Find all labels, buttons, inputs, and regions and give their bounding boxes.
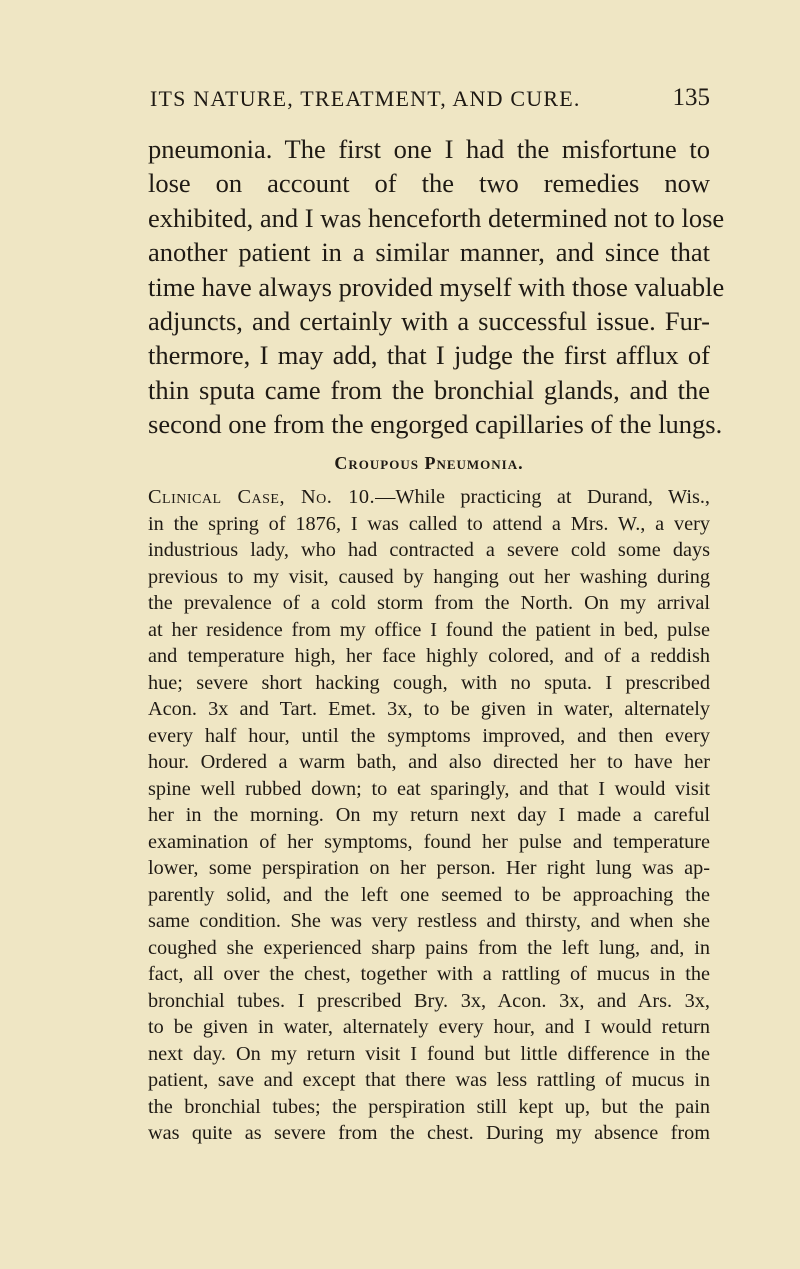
text-line: patient, save and except that there was less rattling of mucus in <box>148 1069 710 1091</box>
text-line: and temperature high, her face highly colored, and of a reddish <box>148 645 710 667</box>
text-line: second one from the engorged capillaries of the lungs. <box>148 409 723 440</box>
text-line: every half hour, until the symptoms improved, and then every <box>148 724 710 747</box>
text-line: same condition. She was very restless and thirsty, and when she <box>148 910 710 932</box>
running-head-title: ITS NATURE, TREATMENT, AND CURE. <box>150 86 581 111</box>
case-label: Clinical Case, No. 10. <box>148 486 376 508</box>
text-line: hour. Ordered a warm bath, and also directed her to have her <box>148 751 710 773</box>
text-line: lower, some perspiration on her person. Her right lung was ap- <box>148 857 710 879</box>
text-line: fact, all over the chest, together with a rattling of mucus in the <box>148 963 710 985</box>
text-line: another patient in a similar manner, and since that <box>148 237 710 268</box>
text-line: thin sputa came from the bronchial glands, and the <box>148 374 710 405</box>
text-line: exhibited, and I was henceforth determined not to lose <box>148 202 725 233</box>
text-line: her in the morning. On my return next day I made a careful <box>148 804 710 826</box>
text-line: time have always provided myself with those valuable <box>148 271 725 302</box>
text-line: previous to my visit, caused by hanging out her washing during <box>148 565 710 588</box>
text-line: the prevalence of a cold storm from the North. On my arrival <box>148 592 710 614</box>
text-line: Acon. 3x and Tart. Emet. 3x, to be given in water, alternately <box>148 698 710 720</box>
intro-paragraph <box>148 132 725 442</box>
text-line: was quite as severe from the chest. During my absence from <box>148 1122 710 1144</box>
case-first-line-text: —While practicing at Durand, Wis., <box>375 486 711 508</box>
section-heading: Croupous Pneumonia. <box>334 453 524 473</box>
text-line: thermore, I may add, that I judge the first afflux of <box>148 340 710 371</box>
page-number: 135 <box>672 84 710 111</box>
text-line: lose on account of the two remedies now <box>148 168 710 199</box>
text-line: to be given in water, alternately every hour, and I would return <box>148 1016 710 1038</box>
clinical-case-paragraph <box>148 484 710 1147</box>
text-line: parently solid, and the left one seemed to be approaching the <box>148 883 710 906</box>
text-line: pneumonia. The first one I had the misfortune to <box>148 134 710 164</box>
text-line: bronchial tubes. I prescribed Bry. 3x, Acon. 3x, and Ars. 3x, <box>148 989 710 1012</box>
text-line: examination of her symptoms, found her pulse and temperature <box>148 830 710 853</box>
text-line: industrious lady, who had contracted a severe cold some days <box>148 539 710 561</box>
text-line: adjuncts, and certainly with a successful issue. Fur- <box>148 306 710 337</box>
text-line: next day. On my return visit I found but little difference in the <box>148 1042 710 1065</box>
text-line: spine well rubbed down; to eat sparingly, and that I would visit <box>148 777 710 800</box>
text-line: in the spring of 1876, I was called to attend a Mrs. W., a very <box>148 512 710 535</box>
text-line: the bronchial tubes; the perspiration still kept up, but the pain <box>148 1095 710 1118</box>
text-line: hue; severe short hacking cough, with no sputa. I prescribed <box>148 671 710 694</box>
running-head <box>142 86 710 120</box>
text-line <box>148 484 710 511</box>
text-line: at her residence from my office I found the patient in bed, pulse <box>148 618 710 641</box>
text-line: coughed she experienced sharp pains from the left lung, and, in <box>148 936 710 959</box>
